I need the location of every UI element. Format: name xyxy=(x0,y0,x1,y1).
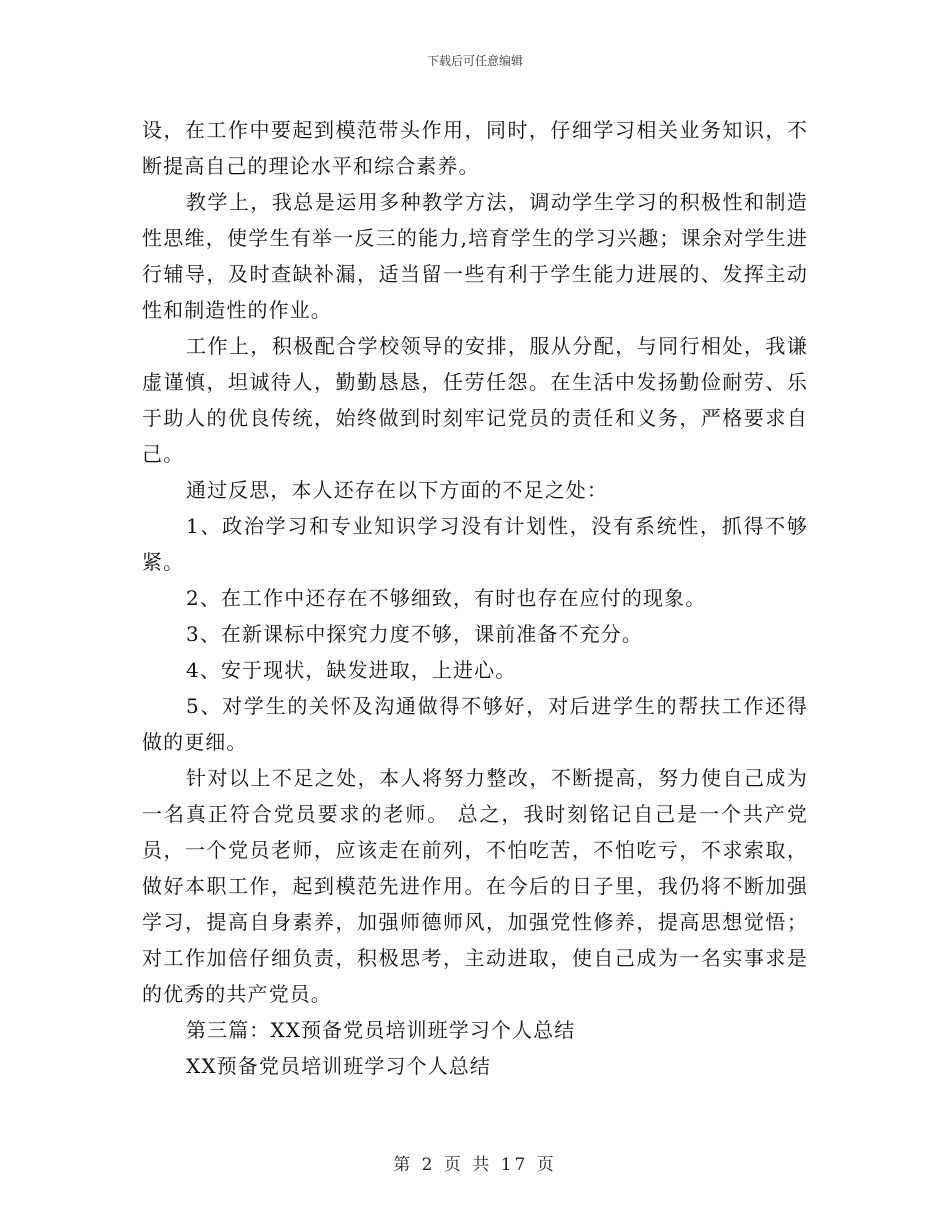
paragraph-5: 针对以上不足之处，本人将努力整改，不断提高，努力使自己成为一名真正符合党员要求的老师。 总之，我时刻铭记自己是一个共产党员，一个党员老师，应该走在前列，不怕吃苦，不怕吃亏，不求索取，做好本职工作，起到模范先进作用。在今后的日子里，我仍将不断加强学习，提高自身素养，加强师德师风，加强党性修养，提高思想觉悟；对工作加倍仔细负责，积极思考，主动进取，使自己成为一名实事求是的优秀的共产党员。 xyxy=(142,766,808,1006)
list-item-4: 4、安于现状，缺发进取，上进心。 xyxy=(186,658,517,682)
paragraph-2: 教学上，我总是运用多种教学方法，调动学生学习的积极性和制造性思维，使学生有举一反三的能力,培育学生的学习兴趣；课余对学生进行辅导，及时查缺补漏，适当留一些有利于学生能力进展的、发挥主动性和制造性的作业。 xyxy=(142,190,808,322)
section-heading: 第三篇：XX预备党员培训班学习个人总结 xyxy=(186,1018,576,1042)
page-number: 第 2 页 共 17 页 xyxy=(393,1155,557,1175)
list-item-1: 1、政治学习和专业知识学习没有计划性，没有系统性，抓得不够紧。 xyxy=(142,514,808,574)
paragraph-3: 工作上，积极配合学校领导的安排，服从分配，与同行相处，我谦虚谨慎，坦诚待人，勤勤恳恳，任劳任怨。在生活中发扬勤俭耐劳、乐于助人的优良传统，始终做到时刻牢记党员的责任和义务，严格要求自己。 xyxy=(142,334,808,466)
paragraph-1: 设，在工作中要起到模范带头作用，同时，仔细学习相关业务知识，不断提高自己的理论水平和综合素养。 xyxy=(142,118,808,178)
list-item-3: 3、在新课标中探究力度不够，课前准备不充分。 xyxy=(186,622,643,646)
list-item-2: 2、在工作中还存在不够细致，有时也存在应付的现象。 xyxy=(186,586,707,610)
section-subtitle: XX预备党员培训班学习个人总结 xyxy=(186,1054,491,1078)
page-header: 下载后可任意编辑 xyxy=(426,54,523,68)
list-item-5: 5、对学生的关怀及沟通做得不够好，对后进学生的帮扶工作还得做的更细。 xyxy=(142,694,808,754)
document-body xyxy=(142,112,808,1084)
paragraph-4: 通过反思，本人还存在以下方面的不足之处： xyxy=(186,478,608,502)
